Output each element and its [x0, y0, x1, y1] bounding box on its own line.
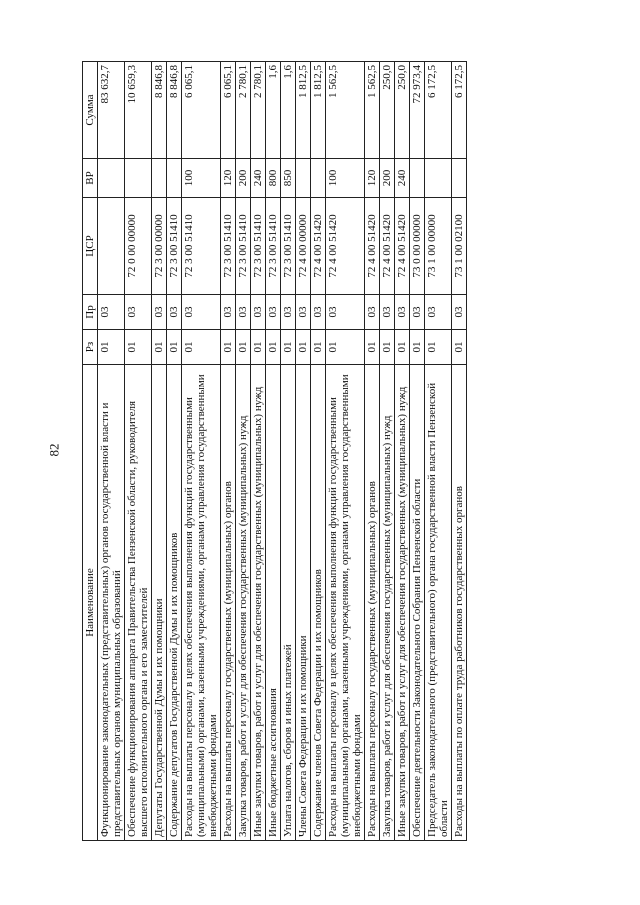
row-pr: 03 [221, 295, 236, 330]
row-rz: 01 [167, 330, 182, 365]
row-sum: 1,6 [266, 62, 281, 159]
row-csr: 72 3 00 51410 [182, 198, 221, 295]
row-csr: 72 3 00 00000 [152, 198, 167, 295]
row-rz: 01 [251, 330, 266, 365]
row-rz: 01 [98, 330, 125, 365]
table-row [98, 62, 125, 841]
row-rz: 01 [182, 330, 221, 365]
row-name: Депутаты Государственной Думы и их помощники [152, 365, 167, 841]
table-row [221, 62, 236, 841]
row-pr: 03 [266, 295, 281, 330]
row-vr [425, 159, 452, 198]
row-csr: 72 4 00 51420 [380, 198, 395, 295]
table-row [365, 62, 380, 841]
row-vr [167, 159, 182, 198]
table-row [182, 62, 221, 841]
row-name: Председатель законодательного (представительного) органа государственной власти Пензенской области [425, 365, 452, 841]
row-rz: 01 [395, 330, 410, 365]
row-name: Обеспечение деятельности Законодательного Собрания Пензенской области [410, 365, 425, 841]
row-csr: 72 4 00 00000 [296, 198, 311, 295]
row-sum: 1 562,5 [365, 62, 380, 159]
row-csr: 73 1 00 00000 [425, 198, 452, 295]
row-rz: 01 [236, 330, 251, 365]
row-vr: 100 [326, 159, 365, 198]
table-row [311, 62, 326, 841]
row-vr [98, 159, 125, 198]
row-rz: 01 [266, 330, 281, 365]
header-rz: Рз [83, 330, 98, 365]
row-vr [452, 159, 467, 198]
row-csr: 72 0 00 00000 [125, 198, 152, 295]
table-row [167, 62, 182, 841]
row-pr: 03 [326, 295, 365, 330]
row-vr: 240 [395, 159, 410, 198]
row-pr: 03 [365, 295, 380, 330]
table-row [281, 62, 296, 841]
table-row [152, 62, 167, 841]
row-csr: 72 3 00 51410 [236, 198, 251, 295]
row-pr: 03 [251, 295, 266, 330]
table-row [125, 62, 152, 841]
row-sum: 83 632,7 [98, 62, 125, 159]
row-pr: 03 [167, 295, 182, 330]
row-sum: 1 812,5 [296, 62, 311, 159]
row-rz: 01 [365, 330, 380, 365]
row-rz: 01 [452, 330, 467, 365]
table-row [425, 62, 452, 841]
row-pr: 03 [236, 295, 251, 330]
row-vr: 200 [380, 159, 395, 198]
row-sum: 1,6 [281, 62, 296, 159]
rotated-table-region [82, 61, 542, 841]
row-name: Расходы на выплаты персоналу государственных (муниципальных) органов [221, 365, 236, 841]
row-csr [98, 198, 125, 295]
row-name: Расходы на выплаты по оплате труда работников государственных органов [452, 365, 467, 841]
row-rz: 01 [125, 330, 152, 365]
row-vr [410, 159, 425, 198]
row-vr: 120 [365, 159, 380, 198]
table-row [326, 62, 365, 841]
table-row [452, 62, 467, 841]
row-pr: 03 [410, 295, 425, 330]
row-csr: 72 3 00 51410 [266, 198, 281, 295]
row-sum: 6 172,5 [425, 62, 452, 159]
row-name: Закупка товаров, работ и услуг для обеспечения государственных (муниципальных) нужд [236, 365, 251, 841]
table-header-row [83, 62, 98, 841]
header-vr: ВР [83, 159, 98, 198]
row-sum: 2 780,1 [251, 62, 266, 159]
header-sum: Сумма [83, 62, 98, 159]
row-vr: 120 [221, 159, 236, 198]
row-name: Содержание членов Совета Федерации и их помощников [311, 365, 326, 841]
table-row [410, 62, 425, 841]
row-name: Закупка товаров, работ и услуг для обеспечения государственных (муниципальных) нужд [380, 365, 395, 841]
row-vr: 200 [236, 159, 251, 198]
row-name: Иные закупки товаров, работ и услуг для обеспечения государственных (муниципальных) нужд [251, 365, 266, 841]
header-name: Наименование [83, 365, 98, 841]
table-row [236, 62, 251, 841]
row-sum: 250,0 [395, 62, 410, 159]
row-pr: 03 [452, 295, 467, 330]
row-name: Расходы на выплаты персоналу государственных (муниципальных) органов [365, 365, 380, 841]
row-sum: 1 562,5 [326, 62, 365, 159]
row-pr: 03 [281, 295, 296, 330]
row-vr [296, 159, 311, 198]
row-sum: 250,0 [380, 62, 395, 159]
row-csr: 72 4 00 51420 [365, 198, 380, 295]
table-row [380, 62, 395, 841]
row-csr: 72 4 00 51420 [395, 198, 410, 295]
row-vr [311, 159, 326, 198]
row-name: Расходы на выплаты персоналу в целях обеспечения выполнения функций государственными (муниципальными) органами, казенными учреждениями, органами управления государственными внебюджетными фондами [182, 365, 221, 841]
row-sum: 8 846,8 [152, 62, 167, 159]
row-pr: 03 [311, 295, 326, 330]
row-sum: 6 172,5 [452, 62, 467, 159]
row-sum: 6 065,1 [221, 62, 236, 159]
row-sum: 10 659,3 [125, 62, 152, 159]
row-sum: 2 780,1 [236, 62, 251, 159]
row-pr: 03 [425, 295, 452, 330]
row-rz: 01 [296, 330, 311, 365]
row-pr: 03 [296, 295, 311, 330]
row-pr: 03 [152, 295, 167, 330]
row-csr: 73 1 00 02100 [452, 198, 467, 295]
table-row [395, 62, 410, 841]
row-pr: 03 [125, 295, 152, 330]
page-number: 82 [46, 443, 62, 457]
budget-table [82, 61, 467, 841]
row-rz: 01 [281, 330, 296, 365]
table-row [266, 62, 281, 841]
row-sum: 1 812,5 [311, 62, 326, 159]
row-csr: 72 3 00 51410 [281, 198, 296, 295]
row-pr: 03 [395, 295, 410, 330]
table-row [296, 62, 311, 841]
row-csr: 73 0 00 00000 [410, 198, 425, 295]
row-vr [152, 159, 167, 198]
row-sum: 72 973,4 [410, 62, 425, 159]
row-name: Содержание депутатов Государственной Думы и их помощников [167, 365, 182, 841]
row-csr: 72 4 00 51420 [311, 198, 326, 295]
row-vr: 800 [266, 159, 281, 198]
row-rz: 01 [380, 330, 395, 365]
row-name: Иные закупки товаров, работ и услуг для обеспечения государственных (муниципальных) нужд [395, 365, 410, 841]
row-rz: 01 [152, 330, 167, 365]
row-vr: 240 [251, 159, 266, 198]
row-name: Обеспечение функционирования аппарата Правительства Пензенской области, руководителя высшего исполнительного органа и его заместителей [125, 365, 152, 841]
header-pr: Пр [83, 295, 98, 330]
row-rz: 01 [221, 330, 236, 365]
row-vr [125, 159, 152, 198]
row-rz: 01 [326, 330, 365, 365]
row-name: Иные бюджетные ассигнования [266, 365, 281, 841]
row-vr: 100 [182, 159, 221, 198]
row-name: Расходы на выплаты персоналу в целях обеспечения выполнения функций государственными (муниципальными) органами, казенными учреждениями, органами управления государственными внебюджетными фондами [326, 365, 365, 841]
row-name: Функционирование законодательных (представительных) органов государственной власти и представительных органов муниципальных образований [98, 365, 125, 841]
row-pr: 03 [380, 295, 395, 330]
row-rz: 01 [410, 330, 425, 365]
row-name: Члены Совета Федерации и их помощники [296, 365, 311, 841]
row-sum: 6 065,1 [182, 62, 221, 159]
header-csr: ЦСР [83, 198, 98, 295]
row-csr: 72 3 00 51410 [251, 198, 266, 295]
row-csr: 72 4 00 51420 [326, 198, 365, 295]
table-row [251, 62, 266, 841]
row-pr: 03 [182, 295, 221, 330]
row-rz: 01 [425, 330, 452, 365]
row-csr: 72 3 00 51410 [221, 198, 236, 295]
row-name: Уплата налогов, сборов и иных платежей [281, 365, 296, 841]
row-csr: 72 3 00 51410 [167, 198, 182, 295]
table-body [98, 62, 467, 841]
row-pr: 03 [98, 295, 125, 330]
row-rz: 01 [311, 330, 326, 365]
row-sum: 8 846,8 [167, 62, 182, 159]
row-vr: 850 [281, 159, 296, 198]
